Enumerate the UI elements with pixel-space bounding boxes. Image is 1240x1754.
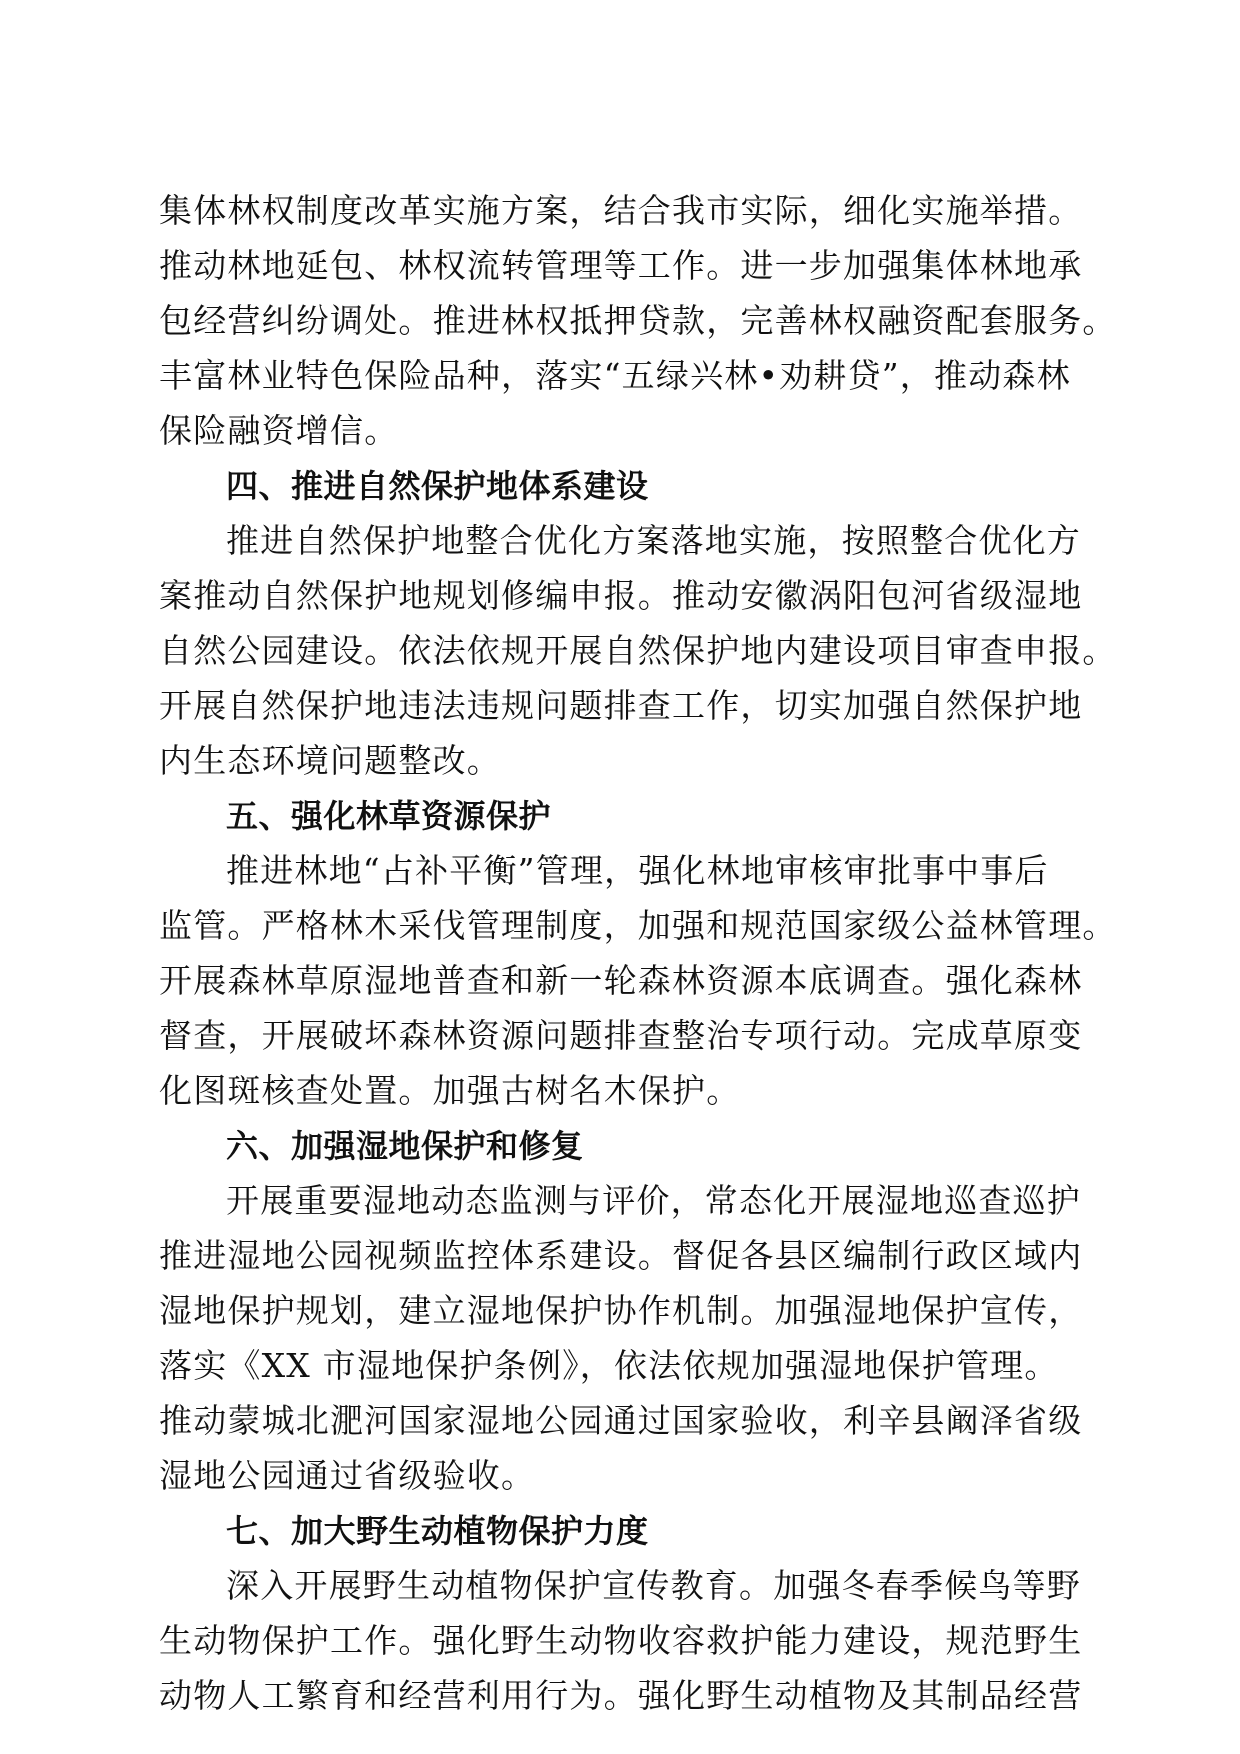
- section-heading: 五、强化林草资源保护: [226, 797, 552, 835]
- paragraph-line: 集体林权制度改革实施方案，结合我市实际，细化实施举措。: [159, 191, 1083, 230]
- paragraph-line: 监管。严格林木采伐管理制度，加强和规范国家级公益林管理。: [159, 906, 1117, 945]
- paragraph-line: 保险融资增信。: [159, 411, 399, 450]
- paragraph-line: 推动林地延包、林权流转管理等工作。进一步加强集体林地承: [159, 246, 1083, 285]
- paragraph-line: 湿地公园通过省级验收。: [159, 1456, 536, 1495]
- paragraph-line: 内生态环境问题整改。: [159, 741, 501, 780]
- section-heading: 七、加大野生动植物保护力度: [226, 1512, 649, 1550]
- paragraph-line: 丰富林业特色保险品种，落实“五绿兴林•劝耕贷”，推动森林: [159, 356, 1071, 395]
- paragraph-line: 落实《XX 市湿地保护条例》，依法依规加强湿地保护管理。: [159, 1346, 1059, 1385]
- paragraph-line: 推进湿地公园视频监控体系建设。督促各县区编制行政区域内: [159, 1236, 1083, 1275]
- paragraph-line: 督查，开展破坏森林资源问题排查整治专项行动。完成草原变: [159, 1016, 1083, 1055]
- paragraph-line: 开展森林草原湿地普查和新一轮森林资源本底调查。强化森林: [159, 961, 1083, 1000]
- paragraph-line: 包经营纠纷调处。推进林权抵押贷款，完善林权融资配套服务。: [159, 301, 1117, 340]
- paragraph-line: 深入开展野生动植物保护宣传教育。加强冬春季候鸟等野: [226, 1566, 1081, 1605]
- paragraph-line: 推动蒙城北淝河国家湿地公园通过国家验收，利辛县阚泽省级: [159, 1401, 1083, 1440]
- paragraph-line: 案推动自然保护地规划修编申报。推动安徽涡阳包河省级湿地: [159, 576, 1083, 615]
- paragraph-line: 自然公园建设。依法依规开展自然保护地内建设项目审查申报。: [159, 631, 1117, 670]
- paragraph-line: 开展自然保护地违法违规问题排查工作，切实加强自然保护地: [159, 686, 1083, 725]
- section-heading: 四、推进自然保护地体系建设: [226, 467, 649, 505]
- section-heading: 六、加强湿地保护和修复: [226, 1127, 584, 1165]
- paragraph-line: 湿地保护规划，建立湿地保护协作机制。加强湿地保护宣传，: [159, 1291, 1083, 1330]
- paragraph-line: 推进自然保护地整合优化方案落地实施，按照整合优化方: [226, 521, 1081, 560]
- paragraph-line: 开展重要湿地动态监测与评价，常态化开展湿地巡查巡护: [226, 1181, 1081, 1220]
- paragraph-line: 动物人工繁育和经营利用行为。强化野生动植物及其制品经营: [159, 1676, 1083, 1715]
- paragraph-line: 生动物保护工作。强化野生动物收容救护能力建设，规范野生: [159, 1621, 1083, 1660]
- paragraph-line: 推进林地“占补平衡”管理，强化林地审核审批事中事后: [226, 851, 1049, 890]
- paragraph-line: 化图斑核查处置。加强古树名木保护。: [159, 1071, 741, 1110]
